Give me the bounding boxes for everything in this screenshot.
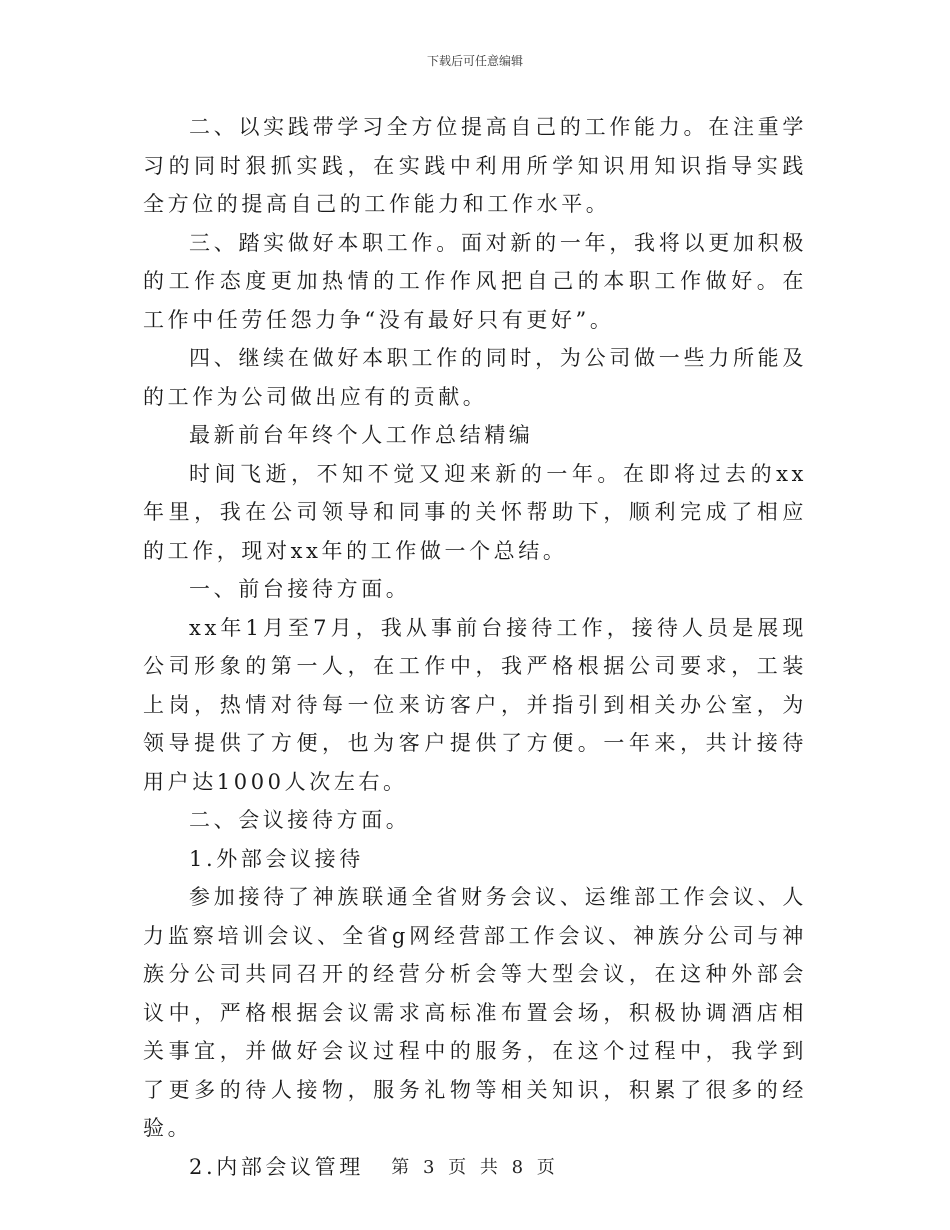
paragraph: xx年1月至7月，我从事前台接待工作，接待人员是展现公司形象的第一人，在工作中，我严格根据公司要求，工装上岗，热情对待每一位来访客户，并指引到相关办公室，为领导提供了方便，也为客户提供了方便。一年来，共计接待用户达1000人次左右。 <box>143 615 807 794</box>
paragraph: 参加接待了神族联通全省财务会议、运维部工作会议、人力监察培训会议、全省g网经营部工作会议、神族分公司与神族分公司共同召开的经营分析会等大型会议，在这种外部会议中，严格根据会议需求高标准布置会场，积极协调酒店相关事宜，并做好会议过程中的服务，在这个过程中，我学到了更多的待人接物，服务礼物等相关知识，积累了很多的经验。 <box>143 885 807 1140</box>
paragraph: 三、踏实做好本职工作。面对新的一年，我将以更加积极的工作态度更加热情的工作作风把自己的本职工作做好。在工作中任劳任怨力争“没有最好只有更好”。 <box>143 230 807 332</box>
section-heading: 最新前台年终个人工作总结精编 <box>189 423 534 447</box>
paragraph: 时间飞逝，不知不觉又迎来新的一年。在即将过去的xx年里，我在公司领导和同事的关怀帮助下，顺利完成了相应的工作，现对xx年的工作做一个总结。 <box>143 461 807 563</box>
page-header: 下载后可任意编辑 <box>426 54 523 68</box>
section-heading: 二、会议接待方面。 <box>189 808 411 832</box>
subsection-heading: 1.外部会议接待 <box>189 846 364 871</box>
subsection-heading: 2.内部会议管理 <box>189 1154 364 1179</box>
paragraph: 四、继续在做好本职工作的同时，为公司做一些力所能及的工作为公司做出应有的贡献。 <box>143 346 807 409</box>
paragraph: 二、以实践带学习全方位提高自己的工作能力。在注重学习的同时狠抓实践，在实践中利用所学知识用知识指导实践全方位的提高自己的工作能力和工作水平。 <box>143 115 807 216</box>
page-number: 第 3 页 共 8 页 <box>391 1157 559 1178</box>
document-body <box>143 108 807 1186</box>
section-heading: 一、前台接待方面。 <box>189 577 411 601</box>
